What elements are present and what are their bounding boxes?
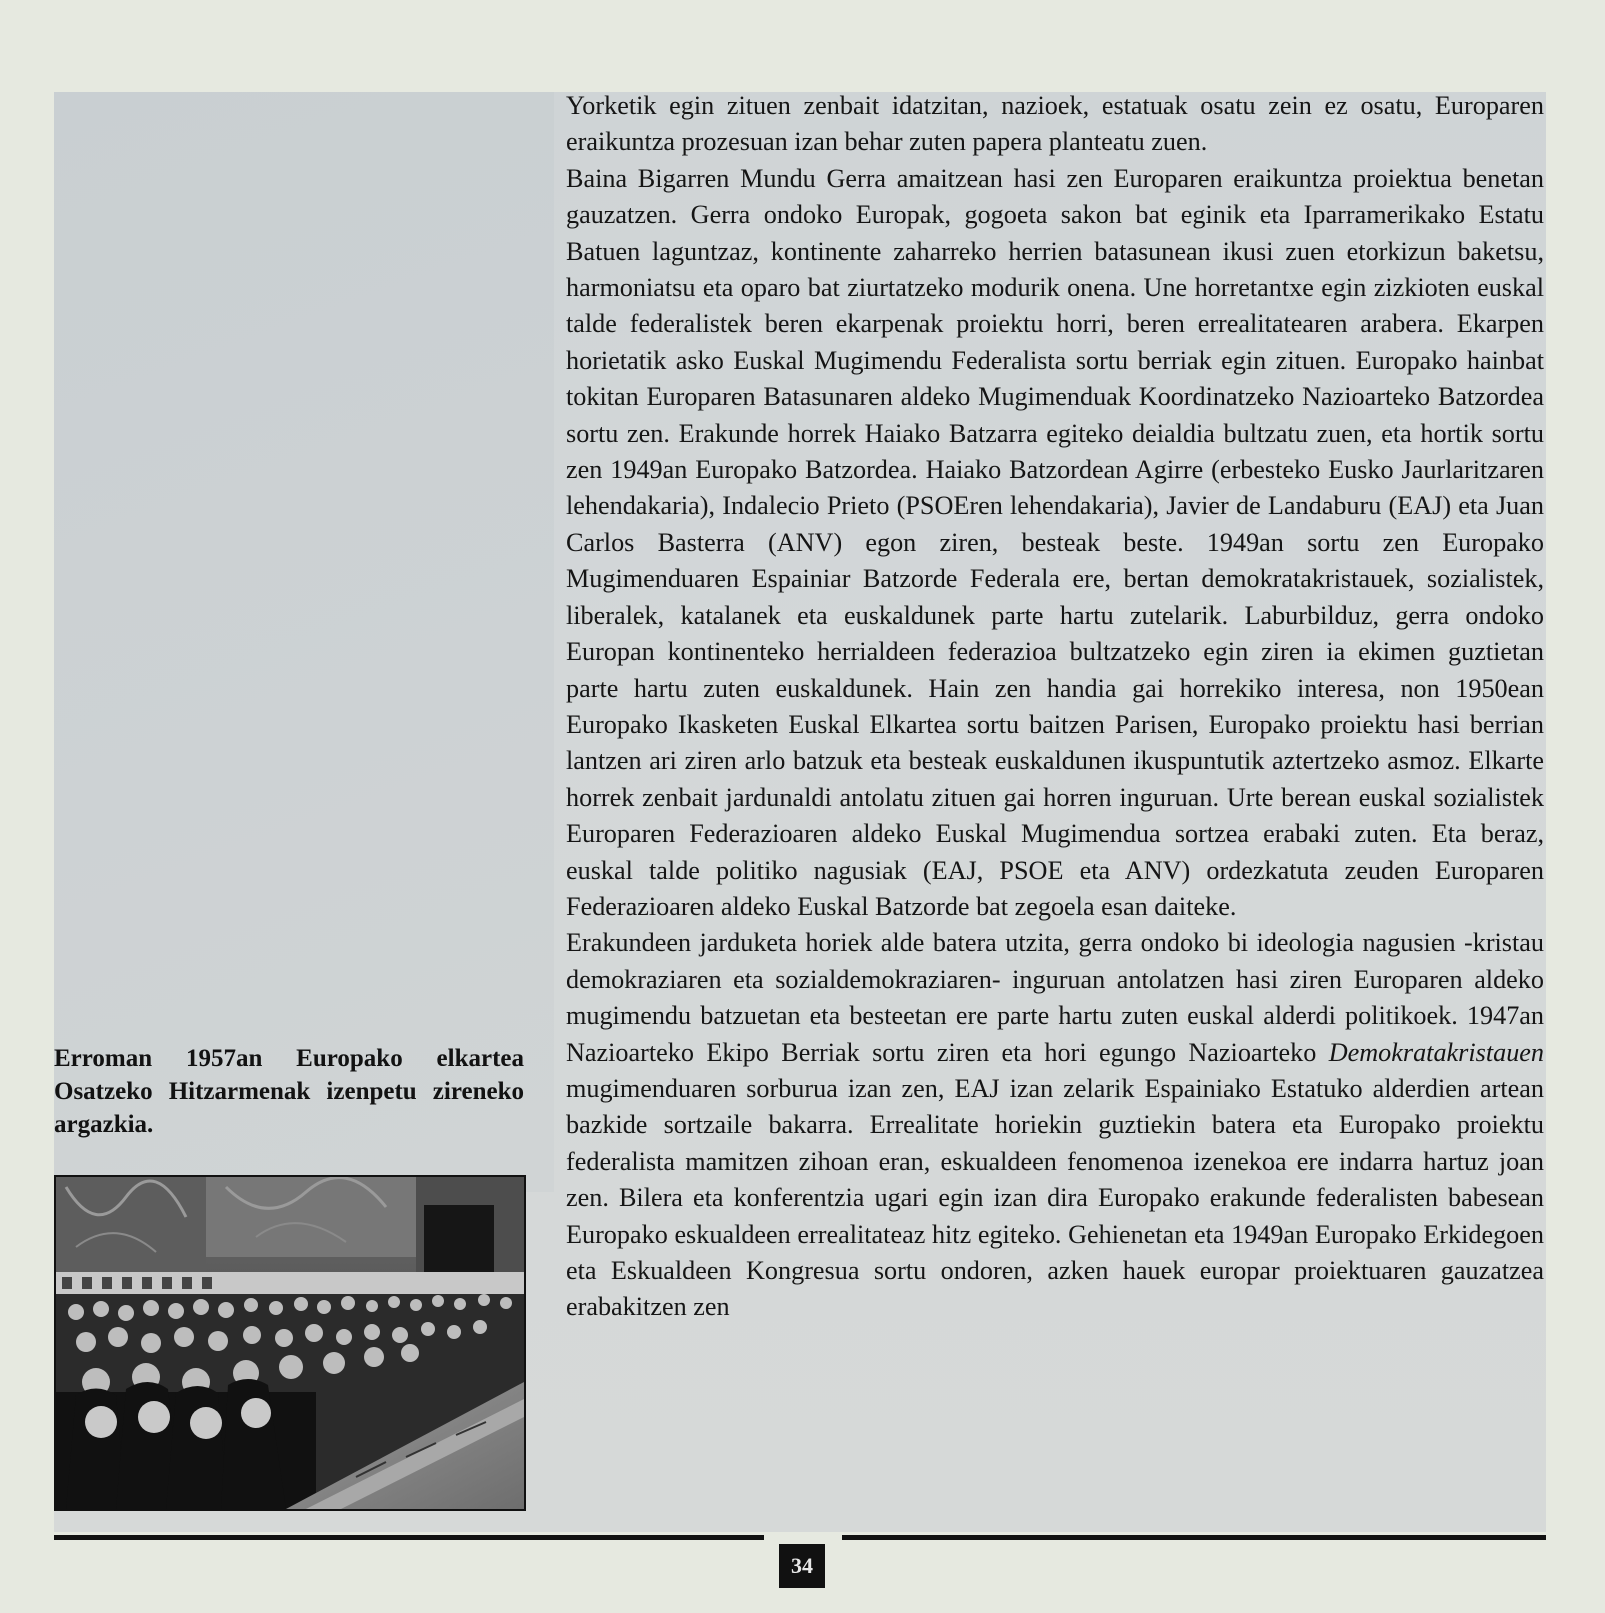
paragraph-3-part-1: Erakundeen jarduketa horiek alde batera utzita, gerra ondoko bi ideologia nagusien -kristau demokraziaren eta sozialdemokraziaren- inguruan antolatzen hasi ziren Europaren aldeko mugimendu batzuetan eta besteetan ere parte hartu zuten euskal alderdi politikoek. 1947an Nazioarteko Ekipo Berriak sortu ziren eta hori egungo Nazioarteko — [566, 928, 1544, 1067]
page-number: 34 — [779, 1544, 825, 1588]
paragraph-1: Yorketik egin zituen zenbait idatzitan, nazioek, estatuak osatu zein ez osatu, Europaren eraikuntza prozesuan izan behar zuten papera planteatu zuen. — [566, 91, 1544, 157]
footer-rule-left — [54, 1535, 764, 1540]
italic-term: Demokratakristauen — [1328, 1037, 1544, 1067]
paragraph-2: Baina Bigarren Mundu Gerra amaitzean hasi zen Europaren eraikuntza proiektua benetan gauzatzen. Gerra ondoko Europak, gogoeta sakon bat eginik eta Iparramerikako Estatu Batuen laguntzaz, kontinente zaharreko herrien batasunean ikusi zuen etorkizun baketsu, harmoniatsu eta oparo bat ziurtatzeko modurik onena. Une horretantxe egin zizkioten euskal talde federalistek beren ekarpenak proiektu horri, beren errealitatearen arabera. Ekarpen horietatik asko Euskal Mugimendu Federalista sortu berriak egin zituen. Europako hainbat tokitan Europaren Batasunaren aldeko Mugimenduak Koordinatzeko Nazioarteko Batzordea sortu zen. Erakunde horrek Haiako Batzarra egiteko deialdia bultzatu zuen, eta hortik sortu zen 1949an Europako Batzordea. Haiako Batzordean Agirre (erbesteko Eusko Jaurlaritzaren lehendakaria), Indalecio Prieto (PSOEren lehendakaria), Javier de Landaburu (EAJ) eta Juan Carlos Basterra (ANV) egon ziren, besteak beste. 1949an sortu zen Europako Mugimenduaren Espainiar Batzorde Federala ere, bertan demokratakristauek, sozialistek, liberalek, katalanek eta euskaldunek parte hartu zutelarik. Laburbilduz, gerra ondoko Europan kontinenteko herrialdeen federazioa bultzatzeko egin ziren ia ekimen guztietan parte hartu zuten euskaldunek. Hain zen handia gai horrekiko interesa, non 1950ean Europako Ikasketen Euskal Elkartea sortu baitzen Parisen, Europako proiektu hasi berrian lantzen ari ziren arlo batzuk eta besteak euskaldunen ikuspuntutik aztertzeko asmoz. Elkarte horrek zenbait jardunaldi antolatu zituen gai horren inguruan. Urte berean euskal sozialistek Europaren Federazioaren aldeko Euskal Mugimendua sortzea erabaki zuten. Eta beraz, euskal talde politiko nagusiak (EAJ, PSOE eta ANV) ordezkatuta zeuden Europaren Federazioaren aldeko Euskal Batzorde bat zegoela esan daiteke. — [566, 163, 1544, 921]
article-body — [566, 88, 1544, 1326]
footer-rule-right — [842, 1535, 1546, 1540]
paragraph-3 — [566, 925, 1544, 1325]
photo-caption: Erroman 1957an Europako elkartea Osatzeko Hitzarmenak izenpetu zireneko argazkia. — [54, 1045, 524, 1138]
treaty-signing-photo — [54, 1175, 526, 1511]
paragraph-3-part-2: mugimenduaren sorburua izan zen, EAJ izan zelarik Espainiako Estatuko alderdien artean bazkide sortzaile bakarra. Errealitate horiekin guztiekin batera eta Europako proiektu federalista mamitzen zihoan eran, eskualdeen fenomenoa izenekoa ere indarra hartuz joan zen. Bilera eta konferentzia ugari egin izan dira Europako erakunde federalisten babesean Europako eskualdeen errealitateaz hitz egiteko. Gehienetan eta 1949an Europako Erkidegoen eta Eskualdeen Kongresua sortu ondoren, azken hauek europar proiektuaren gauzatzea erabakitzen zen — [566, 1073, 1544, 1322]
left-column-background — [54, 92, 554, 1192]
